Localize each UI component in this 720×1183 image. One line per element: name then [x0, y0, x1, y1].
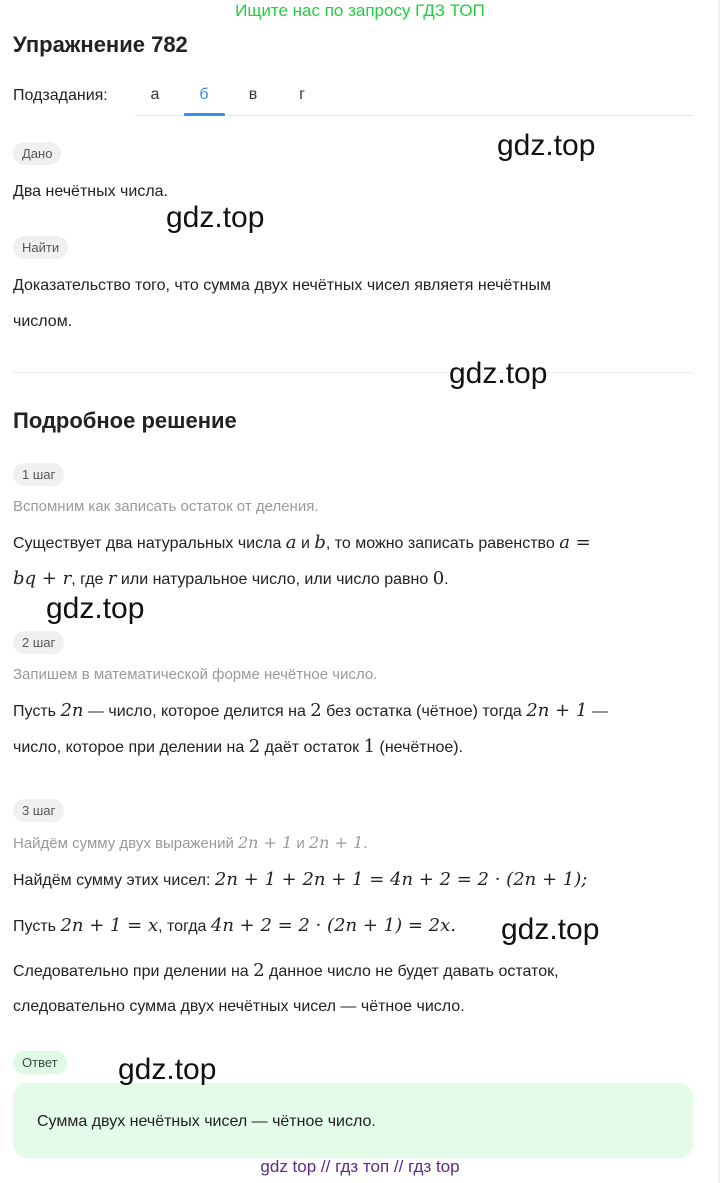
tab-v[interactable]: в: [248, 86, 258, 103]
step-3-line4: следовательно сумма двух нечётных чисел — чётное число.: [13, 998, 465, 1015]
step-2-badge: 2 шаг: [13, 631, 64, 654]
answer-text: Сумма двух нечётных чисел — чётное число.: [37, 1113, 376, 1130]
step-1-hint: Вспомним как записать остаток от деления.: [13, 498, 319, 515]
solution-title: Подробное решение: [13, 408, 237, 433]
step-3-badge: 3 шаг: [13, 799, 64, 822]
step-1-line1: Существует два натуральных числа a и b, то можно записать равенство a =: [13, 532, 591, 553]
find-text-line1: Доказательство того, что сумма двух нечётных чисел являетя нечётным: [13, 277, 551, 294]
tab-g[interactable]: г: [299, 86, 305, 103]
answer-badge: Ответ: [13, 1051, 67, 1074]
find-badge: Найти: [13, 236, 68, 259]
watermark: gdz.top: [449, 357, 548, 390]
step-2-hint: Запишем в математической форме нечётное число.: [13, 666, 378, 683]
step-1-badge: 1 шаг: [13, 463, 64, 486]
given-text: Два нечётных числа.: [13, 183, 168, 200]
find-text-line2: числом.: [13, 313, 73, 330]
given-badge: Дано: [13, 142, 61, 165]
step-3-line1: Найдём сумму этих чисел: 2n + 1 + 2n + 1 = 4n + 2 = 2 · (2n + 1);: [13, 869, 588, 890]
footer-links[interactable]: gdz top // гдз топ // гдз top: [260, 1157, 460, 1176]
active-tab-indicator: [184, 113, 225, 116]
watermark: gdz.top: [166, 201, 265, 234]
step-3-hint: Найдём сумму двух выражений 2n + 1 и 2n + 1.: [13, 833, 368, 852]
watermark: gdz.top: [118, 1053, 217, 1086]
search-banner[interactable]: Ищите нас по запросу ГДЗ ТОП: [235, 1, 485, 20]
watermark: gdz.top: [46, 592, 145, 625]
section-divider: [13, 372, 693, 373]
tab-a[interactable]: а: [150, 86, 160, 103]
page-title: Упражнение 782: [13, 32, 188, 57]
step-2-line1: Пусть 2n — число, которое делится на 2 без остатка (чётное) тогда 2n + 1 —: [13, 700, 608, 721]
step-2-line2: число, которое при делении на 2 даёт остаток 1 (нечётное).: [13, 736, 464, 757]
step-3-line2: Пусть 2n + 1 = x, тогда 4n + 2 = 2 · (2n + 1) = 2x.: [13, 915, 456, 936]
watermark: gdz.top: [497, 129, 596, 162]
step-3-line3: Следовательно при делении на 2 данное число не будет давать остаток,: [13, 960, 559, 981]
subtasks-label: Подзадания:: [13, 87, 108, 104]
watermark: gdz.top: [501, 913, 600, 946]
step-1-line2: bq + r, где r или натуральное число, или число равно 0.: [13, 568, 449, 589]
tab-b[interactable]: б: [199, 86, 209, 103]
